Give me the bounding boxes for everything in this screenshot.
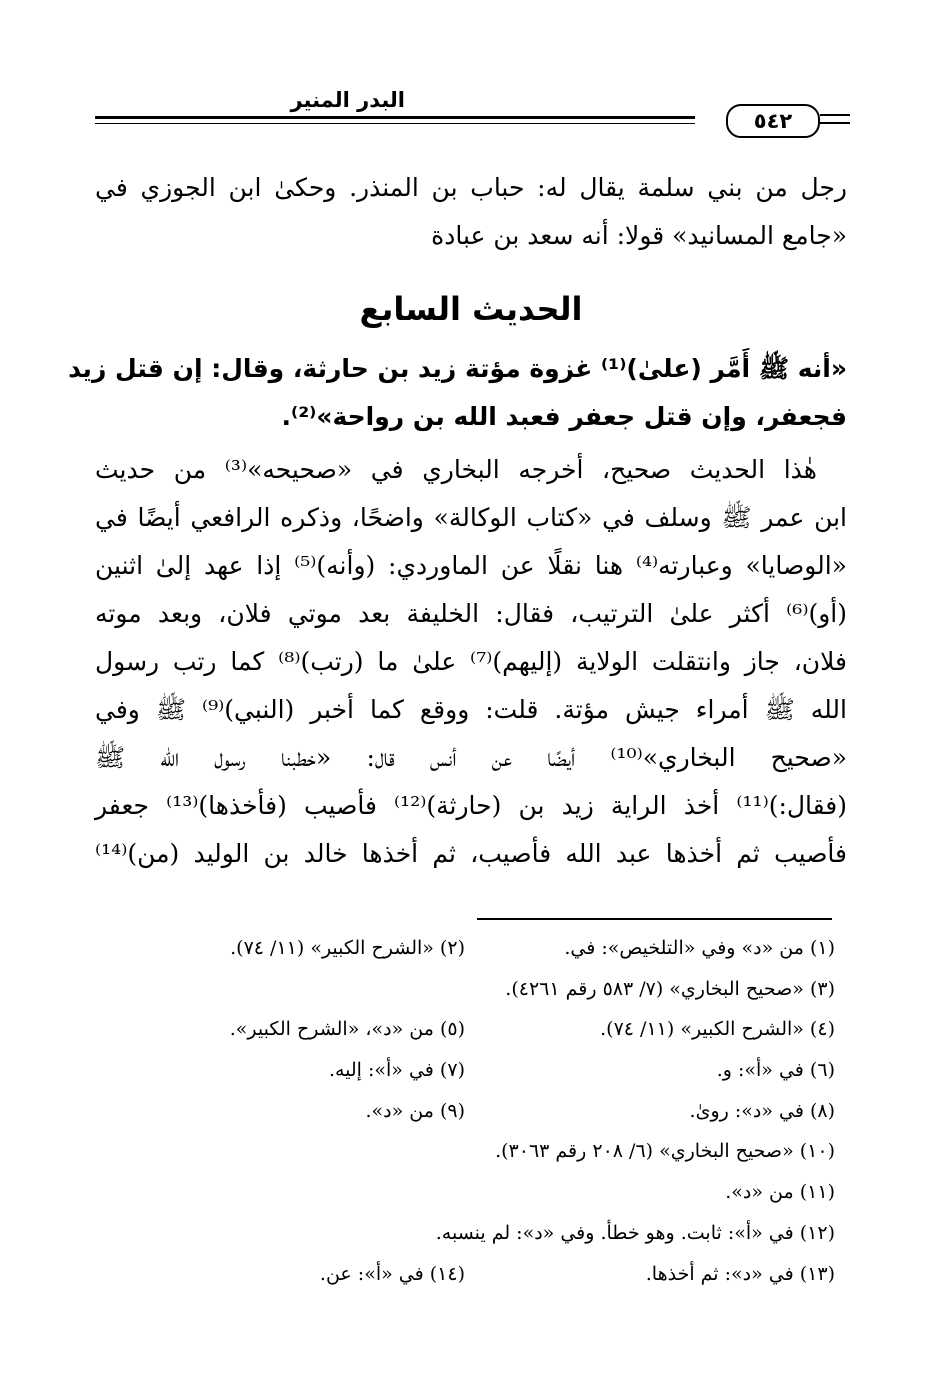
- text-line: ابن عمر ﷺ وسلف في «كتاب الوكالة» واضحًا، وذكره الرافعي أيضًا في: [95, 503, 847, 532]
- footnote-row: [95, 1254, 835, 1295]
- header-rule-thick: [95, 116, 695, 119]
- footnote-row: [95, 969, 835, 1010]
- footnote-row: [95, 1091, 835, 1132]
- text-line: فأصيب ثم أخذها عبد الله فأصيب، ثم أخذها خالد بن الوليد (من)⁽¹⁴⁾: [95, 839, 847, 868]
- footnote: (٢) «الشرح الكبير» (١١/ ٧٤).: [230, 937, 465, 959]
- text-line: فلان، جاز وانتقلت الولاية (إليهم)⁽⁷⁾ علىٰ ما (رتب)⁽⁸⁾ كما رتب رسول: [95, 647, 847, 676]
- text-line: (فقال:)⁽¹¹⁾ أخذ الراية زيد بن (حارثة)⁽¹²⁾ فأصيب (فأخذها)⁽¹³⁾ جعفر: [95, 791, 848, 820]
- footnote: (٨) في «د»: روىٰ.: [689, 1099, 835, 1122]
- footnote: (٧) في «أ»: إليه.: [328, 1059, 465, 1082]
- text-line: «جامع المسانيد» قولا: أنه سعد بن عبادة: [431, 221, 847, 250]
- running-header: [95, 86, 850, 136]
- footnote: (٦) في «أ»: و.: [716, 1059, 835, 1082]
- text-line: (أو)⁽⁶⁾ أكثر علىٰ الترتيب، فقال: الخليفة بعد موتي فلان، وبعد موته: [95, 599, 847, 628]
- footnote-row: [95, 1009, 835, 1050]
- footnote-row: [95, 1131, 835, 1172]
- footnote-row: [95, 928, 835, 969]
- footnote: (١١) من «د».: [725, 1181, 835, 1204]
- text-line: هٰذا الحديث صحيح، أخرجه البخاري في «صحيحه»⁽³⁾ من حديث: [95, 455, 817, 484]
- footnote-row: [95, 1213, 835, 1254]
- footnote: (١٢) في «أ»: ثابت. وهو خطأ. وفي «د»: لم ينسبه.: [435, 1221, 835, 1244]
- footnote: (٤) «الشرح الكبير» (١١/ ٧٤).: [600, 1018, 835, 1041]
- footnote: (١) من «د» وفي «التلخيص»: في.: [564, 937, 835, 959]
- text-line: رجل من بني سلمة يقال له: حباب بن المنذر. وحكىٰ ابن الجوزي في: [95, 173, 847, 202]
- hadith-text: [68, 345, 847, 441]
- continued-paragraph: [95, 164, 847, 260]
- footnote-row: [95, 1050, 835, 1091]
- header-rule-thin: [95, 123, 695, 124]
- section-heading: الحديث السابع: [359, 290, 583, 328]
- commentary-paragraph: [95, 446, 847, 878]
- hadith-line: فجعفر، وإن قتل جعفر فعبد الله بن رواحة»⁽²⁾.: [281, 402, 847, 431]
- footnote-row: [95, 1172, 835, 1213]
- footnote: (١٤) في «أ»: عن.: [319, 1262, 465, 1285]
- footnote: (١٠) «صحيح البخاري» (٦/ ٢٠٨ رقم ٣٠٦٣).: [495, 1140, 835, 1163]
- header-end-dash-top: [820, 114, 850, 116]
- text-line: الله ﷺ أمراء جيش مؤتة. قلت: ووقع كما أخبر (النبي)⁽⁹⁾ ﷺ وفي: [95, 695, 847, 724]
- footnote: (٣) «صحيح البخاري» (٧/ ٥٨٣ رقم ٤٢٦١).: [505, 977, 835, 1000]
- hadith-line: «أنه ﷺ أَمَّر (علىٰ)⁽¹⁾ غزوة مؤتة زيد بن حارثة، وقال: إن قتل زيد: [68, 354, 847, 383]
- text-line: «صحيح البخاري»⁽¹⁰⁾ أيضًا عن أنس قال: «خطبنا رسول الله ﷺ: [95, 743, 848, 772]
- page-number: ٥٤٢: [726, 104, 820, 138]
- footnote: (٩) من «د».: [365, 1099, 465, 1122]
- header-end-dash-bottom: [820, 122, 850, 124]
- book-title: البدر المنير: [290, 88, 405, 112]
- text-line: «الوصايا» وعبارته⁽⁴⁾ هنا نقلًا عن الماوردي: (وأنه)⁽⁵⁾ إذا عهد إلىٰ اثنين: [95, 551, 847, 580]
- footnote: (٥) من «د»، «الشرح الكبير».: [229, 1018, 465, 1041]
- footnote-separator: [477, 918, 832, 920]
- footnotes: [95, 928, 835, 1294]
- footnote: (١٣) في «د»: ثم أخذها.: [645, 1262, 835, 1285]
